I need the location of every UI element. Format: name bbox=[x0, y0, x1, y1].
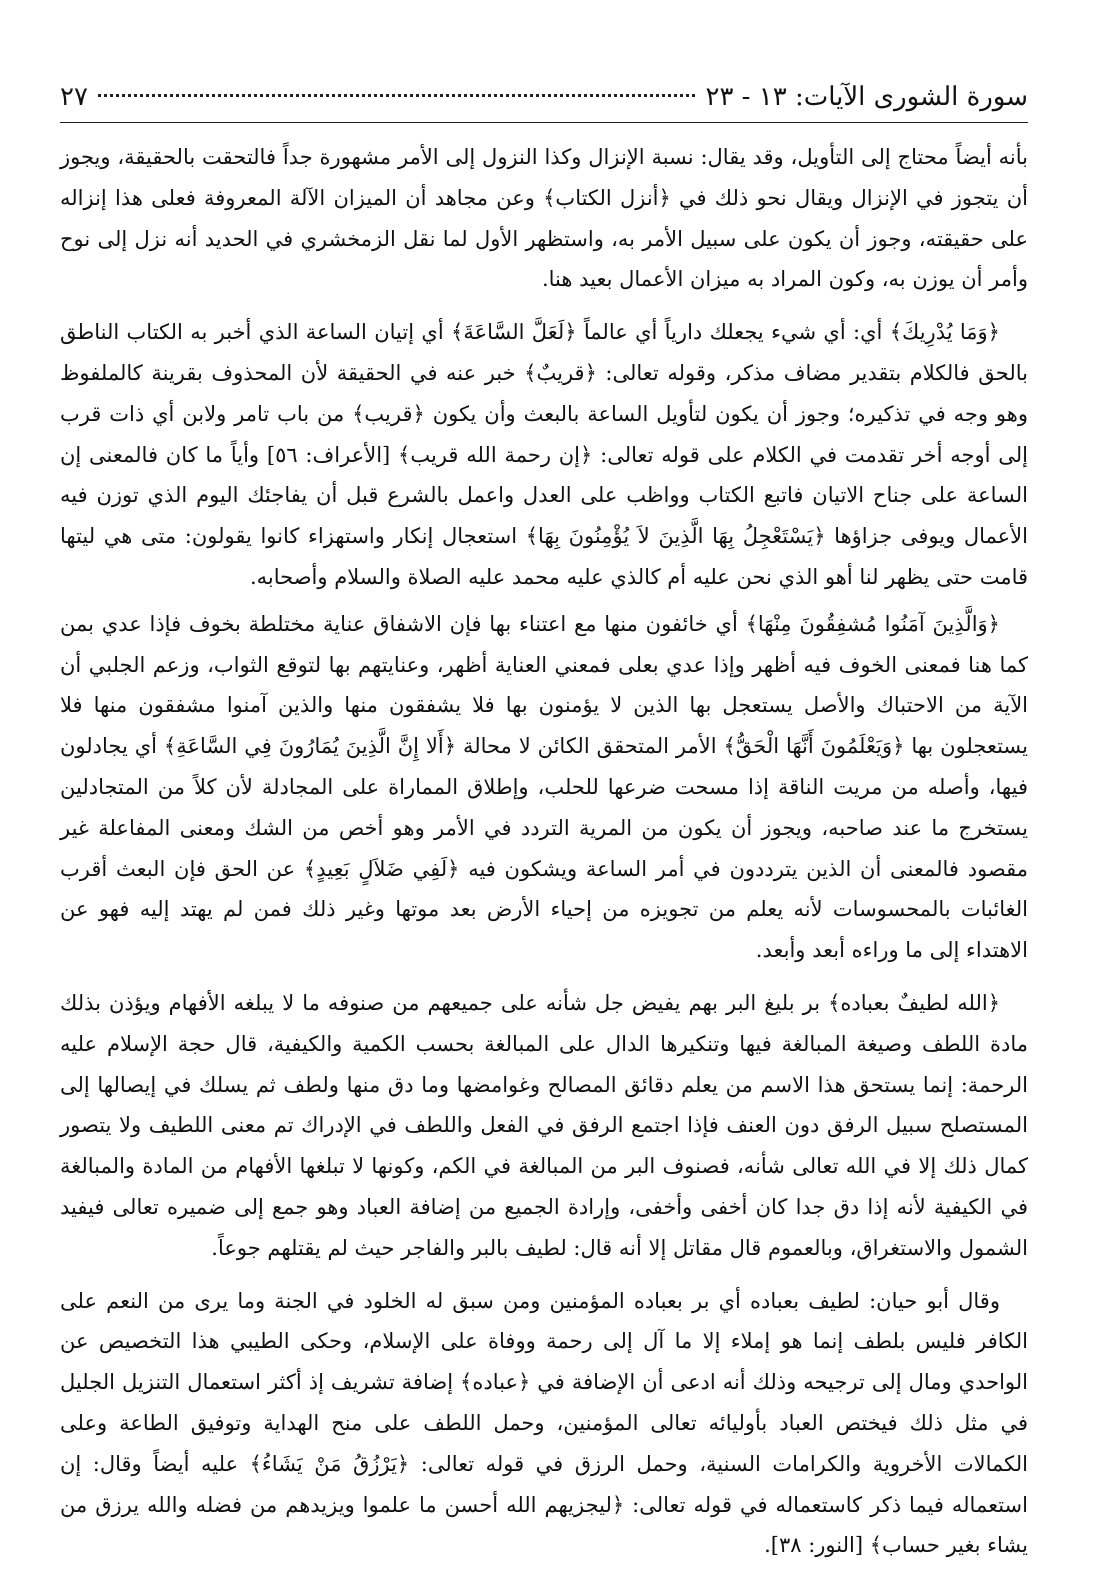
paragraph-gap bbox=[60, 1269, 1028, 1281]
paragraph-3: ﴿وَالَّذِينَ آمَنُوا مُشفِقُونَ مِنْهَا﴾ أي خائفون منها مع اعتناء بها فإن الاشفاق عناية مختلطة بخوف فإذا عدي بمن كما هنا فمعنى الخوف فيه أظهر وإذا عدي بعلى فمعني العناية أظهر، وعنايتهم بها لتوقع الثواب، وزعم الجلبي أن الآية من الاحتباك والأصل يستعجل بها الذين لا يؤمنون بها فلا يشفقون منها والذين آمنوا مشفقون منها فلا يستعجلون بها ﴿وَيَعْلَمُونَ أَنَّهَا الْحَقُّ﴾ الأمر المتحقق الكائن لا محالة ﴿أَلا إِنَّ الَّذِينَ يُمَارُونَ فِي السَّاعَةِ﴾ أي يجادلون فيها، وأصله من مريت الناقة إذا مسحت ضرعها للحلب، وإطلاق المماراة على المجادلة لأن كلاً من المتجادلين يستخرج ما عند صاحبه، ويجوز أن يكون من المرية التردد في الأمر وهو أخص من الشك ومعنى المفاعلة غير مقصود فالمعنى أن الذين يترددون في أمر الساعة ويشكون فيه ﴿لَفِي ضَلاَلٍ بَعِيدٍ﴾ عن الحق فإن البعث أقرب الغائبات بالمحسوسات لأنه يعلم من تجويزه من إحياء الأرض بعد موتها وغير ذلك فمن لم يهتد إليه فهو عن الاهتداء إلى ما وراءه أبعد وأبعد. bbox=[60, 611, 1028, 963]
running-header bbox=[60, 80, 1028, 120]
paragraph-5: وقال أبو حيان: لطيف بعباده أي بر بعباده المؤمنين ومن سبق له الخلود في الجنة وما يرى من النعم على الكافر فليس بلطف إنما هو إملاء إلا ما آل إلى رحمة ووفاة على الإسلام، وحكى الطيبي هذا التخصيص عن الواحدي ومال إلى ترجيحه وذلك أنه ادعى أن الإضافة في ﴿عباده﴾ إضافة تشريف إذ أكثر استعمال التنزيل الجليل في مثل ذلك فيختص العباد بأوليائه تعالى المؤمنين، وحمل اللطف على منح الهداية وتوفيق الطاعة وعلى الكمالات الأخروية والكرامات السنية، وحمل الرزق في قوله تعالى: ﴿يَرْزُقُ مَنْ يَشَاءُ﴾ عليه أيضاً وقال: إن استعماله فيما ذكر كاستعماله في قوله تعالى: ﴿ليجزيهم الله أحسن ما علموا ويزيدهم من فضله والله يرزق من يشاء بغير حساب﴾ [النور: ٣٨]. bbox=[60, 1288, 1028, 1558]
paragraph-gap bbox=[60, 300, 1028, 312]
paragraph-1: بأنه أيضاً محتاج إلى التأويل، وقد يقال: نسبة الإنزال وكذا النزول إلى الأمر مشهورة جداً فالتحقت بالحقيقة، ويجوز أن يتجوز في الإنزال ويقال نحو ذلك في ﴿أنزل الكتاب﴾ وعن مجاهد أن الميزان الآلة المعروفة فعلى هذا إنزاله على حقيقته، وجوز أن يكون على سبيل الأمر به، واستظهر الأول لما نقل الزمخشري في الحديد أنه نزل إلى نوح وأمر أن يوزن به، وكون المراد به ميزان الأعمال بعيد هنا. bbox=[60, 145, 1028, 292]
paragraph-4: ﴿الله لطيفٌ بعباده﴾ بر بليغ البر بهم يفيض جل شأنه على جميعهم من صنوفه ما لا يبلغه الأفهام ويؤذن بذلك مادة اللطف وصيغة المبالغة فيها وتنكيرها الدال على المبالغة بحسب الكمية والكيفية، قال حجة الإسلام عليه الرحمة: إنما يستحق هذا الاسم من يعلم دقائق المصالح وغوامضها وما دق منها ولطف ثم يسلك في إيصالها إلى المستصلح سبيل الرفق دون العنف فإذا اجتمع الرفق في الفعل واللطف في الإدراك تم معنى اللطيف ولا يتصور كمال ذلك إلا في الله تعالى شأنه، فصنوف البر من المبالغة في الكم، وكونها لا تبلغها الأفهام من المادة والمبالغة في الكيفية لأنه إذا دق جدا كان أخفى وأخفى، وإرادة الجميع من إضافة العباد وهو جمع إلى ضميره تعالى فيفيد الشمول والاستغراق، وبالعموم قال مقاتل إلا أنه قال: لطيف بالبر والفاجر حيث لم يقتلهم جوعاً. bbox=[60, 990, 1028, 1260]
paragraph-gap bbox=[60, 971, 1028, 983]
paragraph-2: ﴿وَمَا يُدْرِيكَ﴾ أي: أي شيء يجعلك دارياً أي عالماً ﴿لَعَلَّ السَّاعَةَ﴾ أي إتيان الساعة الذي أخبر به الكتاب الناطق بالحق فالكلام بتقدير مضاف مذكر، وقوله تعالى: ﴿قريبٌ﴾ خبر عنه في الحقيقة لأن المحذوف بقرينة كالملفوظ وهو وجه في تذكيره؛ وجوز أن يكون لتأويل الساعة بالبعث وأن يكون ﴿قريب﴾ من باب تامر ولابن أي ذات قرب إلى أوجه أخر تقدمت في الكلام على قوله تعالى: ﴿إن رحمة الله قريب﴾ [الأعراف: ٥٦] وأياً ما كان فالمعنى إن الساعة على جناح الاتيان فاتبع الكتاب وواظب على العدل واعمل بالشرع قبل أن يفاجئك اليوم الذي توزن فيه الأعمال ويوفى جزاؤها ﴿يَسْتَعْجِلُ بِهَا الَّذِينَ لاَ يُؤْمِنُونَ بِهَا﴾ استعجال إنكار واستهزاء كانوا يقولون: متى هي ليتها قامت حتى يظهر لنا أهو الذي نحن عليه أم كالذي عليه محمد عليه الصلاة والسلام وأصحابه. bbox=[60, 320, 1028, 589]
header-title: سورة الشورى الآيات: ١٣ - ٢٣ bbox=[705, 82, 1028, 112]
page-number: ٢٧ bbox=[60, 82, 88, 112]
dotted-leader bbox=[98, 94, 696, 97]
header-rule bbox=[60, 122, 1028, 123]
